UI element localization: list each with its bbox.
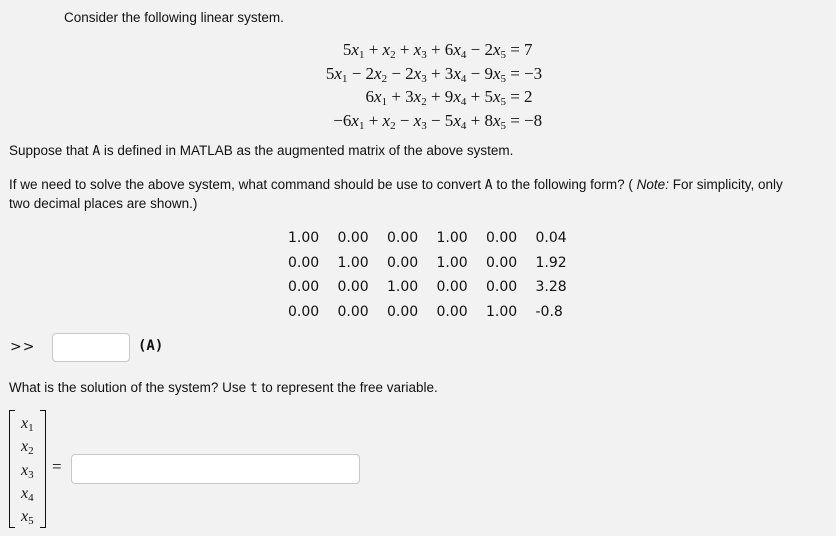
equation-row bbox=[300, 62, 550, 86]
vector-entry-x2: $x_2$ bbox=[21, 438, 34, 457]
equation-rhs: 7 bbox=[524, 40, 533, 59]
matrix-variable: A bbox=[92, 144, 101, 159]
left-bracket bbox=[9, 410, 15, 528]
suppose-after: is defined in MATLAB as the augmented matrix of the above system. bbox=[100, 143, 514, 158]
question2-text bbox=[9, 380, 438, 396]
vector-entry-x5: $x_5$ bbox=[21, 508, 34, 527]
matrix-cell: 0.00 bbox=[387, 230, 419, 247]
matrix-cell: 0.00 bbox=[337, 230, 369, 247]
equation-row bbox=[300, 38, 550, 62]
question1-line2: two decimal places are shown.) bbox=[9, 196, 198, 211]
equation-lhs: $-6x_1 + x_2 - x_3 - 5x_4 + 8x_5$ bbox=[333, 110, 506, 132]
right-bracket bbox=[40, 410, 46, 528]
matrix-cell: 0.00 bbox=[288, 303, 320, 320]
matrix-row bbox=[288, 226, 585, 251]
suppose-text bbox=[9, 143, 513, 159]
note-label: Note: bbox=[636, 177, 669, 192]
question1-line1 bbox=[9, 177, 783, 193]
equation-rhs: −3 bbox=[524, 63, 543, 83]
matrix-cell: 1.92 bbox=[535, 254, 567, 271]
answer-label-a: (A) bbox=[138, 338, 164, 354]
matrix-cell: 1.00 bbox=[436, 230, 468, 247]
matrix-cell: 1.00 bbox=[387, 279, 419, 296]
question1-before: If we need to solve the above system, what command should be use to convert bbox=[9, 177, 485, 192]
matrix-cell: 0.00 bbox=[288, 254, 320, 271]
vector-entry-x4: $x_4$ bbox=[21, 485, 34, 504]
matrix-cell: 1.00 bbox=[486, 303, 518, 320]
solution-equals: = bbox=[52, 457, 62, 476]
matrix-cell: 0.00 bbox=[387, 303, 419, 320]
suppose-before: Suppose that bbox=[9, 143, 93, 158]
question1-after: to the following form? ( bbox=[492, 177, 637, 192]
intro-text: Consider the following linear system. bbox=[64, 10, 284, 25]
matrix-cell: 0.04 bbox=[535, 230, 567, 247]
matrix-cell: 1.00 bbox=[436, 254, 468, 271]
matrix-cell: 0.00 bbox=[486, 279, 518, 296]
equation-lhs: $5x_1 - 2x_2 - 2x_3 + 3x_4 - 9x_5$ bbox=[325, 63, 506, 85]
free-variable: t bbox=[249, 381, 258, 396]
equation-equals: = bbox=[510, 110, 520, 130]
linear-system bbox=[300, 38, 550, 132]
note-text: For simplicity, only bbox=[668, 177, 783, 192]
matrix-cell: 1.00 bbox=[288, 230, 320, 247]
matrix-row bbox=[288, 300, 585, 325]
equation-rhs: −8 bbox=[524, 110, 543, 130]
matrix-cell: 0.00 bbox=[337, 279, 369, 296]
equation-rhs: 2 bbox=[524, 87, 533, 106]
solution-input[interactable] bbox=[71, 454, 360, 484]
equation-lhs: $5x_1 + x_2 + x_3 + 6x_4 - 2x_5$ bbox=[342, 40, 506, 61]
equation-equals: = bbox=[510, 63, 520, 83]
equation-equals: = bbox=[510, 40, 520, 59]
matlab-prompt: >> bbox=[10, 339, 36, 355]
matrix-row bbox=[288, 275, 585, 300]
equation-equals: = bbox=[510, 87, 520, 106]
matrix-cell: 0.00 bbox=[436, 303, 468, 320]
matrix-cell: 1.00 bbox=[337, 254, 369, 271]
rref-matrix bbox=[288, 226, 585, 324]
matrix-cell: 0.00 bbox=[486, 230, 518, 247]
matrix-cell: 0.00 bbox=[337, 303, 369, 320]
matrix-variable: A bbox=[484, 178, 493, 193]
matrix-cell: 0.00 bbox=[436, 279, 468, 296]
vector-entry-x1: $x_1$ bbox=[21, 415, 34, 434]
matrix-cell: 0.00 bbox=[387, 254, 419, 271]
equation-row bbox=[300, 109, 550, 133]
equation-row bbox=[300, 85, 550, 109]
solution-vector bbox=[9, 410, 46, 528]
vector-entry-x3: $x_3$ bbox=[21, 462, 34, 481]
question2-before: What is the solution of the system? Use bbox=[9, 380, 250, 395]
command-input[interactable] bbox=[52, 333, 130, 362]
matrix-cell: 3.28 bbox=[535, 279, 567, 296]
matrix-row bbox=[288, 251, 585, 276]
question2-after: to represent the free variable. bbox=[257, 380, 438, 395]
matrix-cell: 0.00 bbox=[486, 254, 518, 271]
matrix-cell: 0.00 bbox=[288, 279, 320, 296]
matrix-cell: -0.8 bbox=[535, 303, 563, 320]
equation-lhs: $6x_1 + 3x_2 + 9x_4 + 5x_5$ bbox=[365, 87, 506, 108]
